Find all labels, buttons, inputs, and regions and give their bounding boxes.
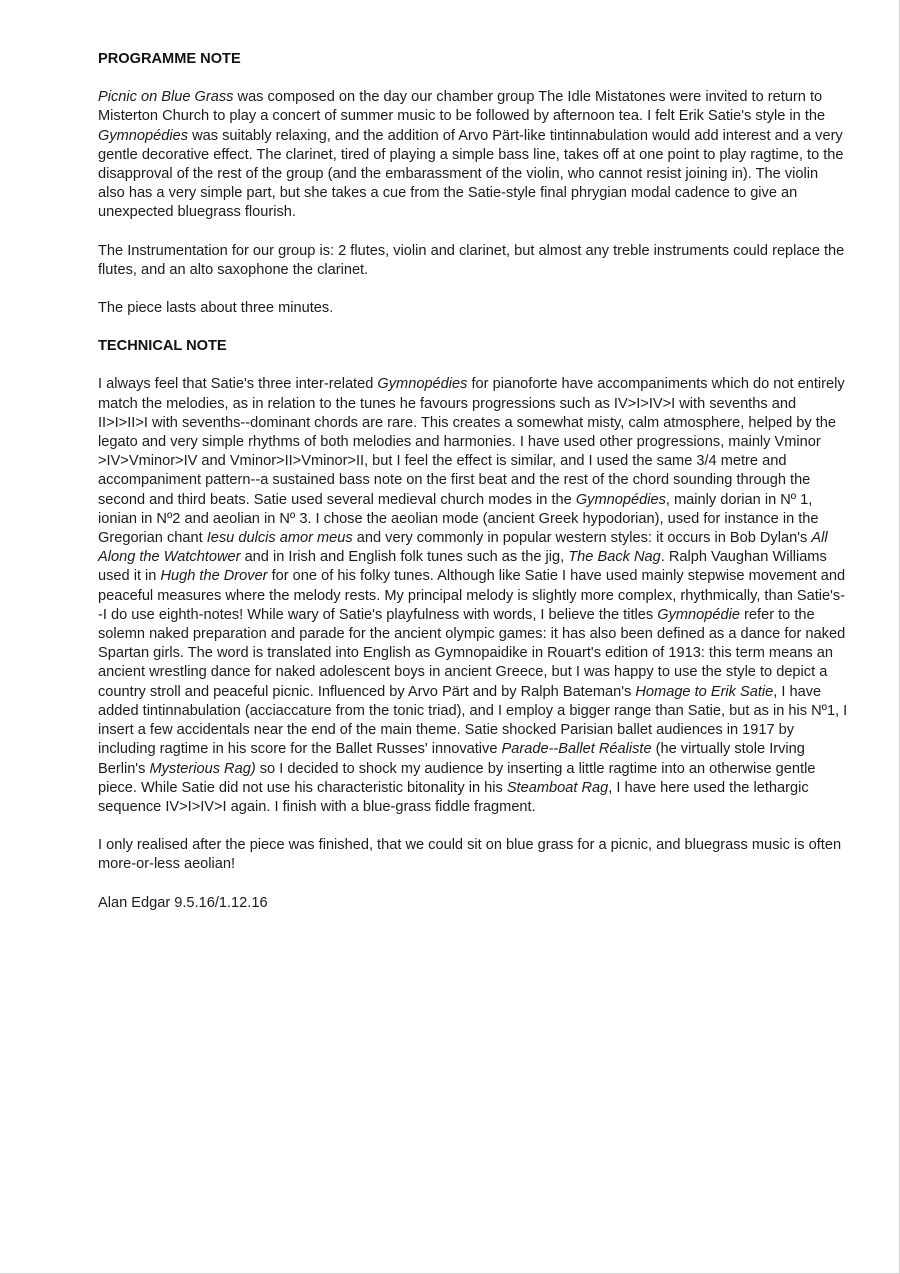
technical-paragraph-1: I always feel that Satie's three inter-related Gymnopédies for pianoforte have accompaniments which do not entirely match the melodies, as in relation to the tunes he favours progressions such as IV>I>IV>I with sevenths and II>I>II>I with sevenths--dominant chords are rare. This creates a somewhat misty, calm atmosphere, helped by the legato and very simple rhythms of both melodies and harmonies. I have used other progressions, mainly Vminor >IV>Vminor>IV and Vminor>II>Vminor>II, but I feel the effect is similar, and I used the same 3/4 metre and accompaniment pattern--a sustained bass note on the first beat and the rest of the chord sounding through the second and third beats. Satie used several medieval church modes in the Gymnopédies, mainly dorian in Nº 1, ionian in Nº2 and aeolian in Nº 3. I chose the aeolian mode (ancient Greek hypodorian), used for instance in the Gregorian chant Iesu dulcis amor meus and very commonly in popular western styles: it occurs in Bob Dylan's All Along the Watchtower and in Irish and English folk tunes such as the jig, The Back Nag. Ralph Vaughan Williams used it in Hugh the Drover for one of his folky tunes. Although like Satie I have used mainly stepwise movement and peaceful measures where the melody rests. My principal melody is slightly more complex, rhythmically, than Satie's--I do use eighth-notes! While wary of Satie's playfulness with words, I believe the titles Gymnopédie refer to the solemn naked preparation and parade for the ancient olympic games: it has also been defined as a dance for naked Spartan girls. The word is translated into English as Gymnopaidike in Rouart's edition of 1913: this term means an ancient wrestling dance for naked adolescent boys in ancient Greece, but I was happy to use the style to depict a country stroll and peaceful picnic. Influenced by Arvo Pärt and by Ralph Bateman's Homage to Erik Satie, I have added tintinnabulation (acciaccature from the tonic triad), and I employ a bigger range than Satie, but as in his Nº1, I insert a few accidentals near the end of the main theme. Satie shocked Parisian ballet audiences in 1917 by including ragtime in his score for the Ballet Russes' innovative Parade--Ballet Réaliste (he virtually stole Irving Berlin's Mysterious Rag) so I decided to shock my audience by inserting a little ragtime into an otherwise gentle piece. While Satie did not use his characteristic bitonality in his Steamboat Rag, I have here used the lethargic sequence IV>I>IV>I again. I finish with a blue-grass fiddle fragment. xyxy=(98,376,848,815)
programme-note-heading: PROGRAMME NOTE xyxy=(98,51,241,67)
programme-paragraph-3: The piece lasts about three minutes. xyxy=(98,300,334,317)
italic-title: Mysterious Rag) xyxy=(149,760,256,777)
programme-paragraph-1: Picnic on Blue Grass was composed on the day our chamber group The Idle Mistatones were invited to return to Misterton Church to play a concert of summer music to be followed by afternoon tea. I felt Erik Satie's style in the Gymnopédies was suitably relaxing, and the addition of Arvo Pärt-like tintinnabulation would add interest and a very gentle decorative effect. The clarinet, tired of playing a simple bass line, takes off at one point to play ragtime, to the disapproval of the rest of the group (and the embarassment of the violin, who cannot resist joining in). The violin also has a very simple part, but she takes a cue from the Satie-style final phrygian modal cadence to give an unexpected bluegrass flourish. xyxy=(98,89,844,221)
technical-note-heading: TECHNICAL NOTE xyxy=(98,338,227,355)
italic-title: Gymnopédies xyxy=(98,127,189,144)
italic-title: Hugh the Drover xyxy=(160,568,268,585)
programme-paragraph-2: The Instrumentation for our group is: 2 flutes, violin and clarinet, but almost any treble instruments could replace the flutes, and an alto saxophone the clarinet. xyxy=(98,242,845,278)
document-body xyxy=(98,50,848,932)
italic-title: Gymnopédies xyxy=(575,491,666,508)
italic-title: Iesu dulcis amor meus xyxy=(206,530,353,547)
italic-title: The Back Nag xyxy=(568,549,661,566)
technical-paragraph-2: I only realised after the piece was finished, that we could sit on blue grass for a picnic, and bluegrass music is often more-or-less aeolian! xyxy=(98,837,842,873)
italic-title: Picnic on Blue Grass xyxy=(98,89,234,106)
italic-title: Gymnopédie xyxy=(657,606,740,623)
author-signature-date: Alan Edgar 9.5.16/1.12.16 xyxy=(98,894,268,911)
italic-title: Gymnopédies xyxy=(377,376,468,393)
italic-title: Parade--Ballet Réaliste xyxy=(501,741,652,758)
italic-title: All Along the Watchtower xyxy=(98,530,828,566)
italic-title: Homage to Erik Satie xyxy=(635,683,774,700)
italic-title: Steamboat Rag xyxy=(506,779,609,796)
